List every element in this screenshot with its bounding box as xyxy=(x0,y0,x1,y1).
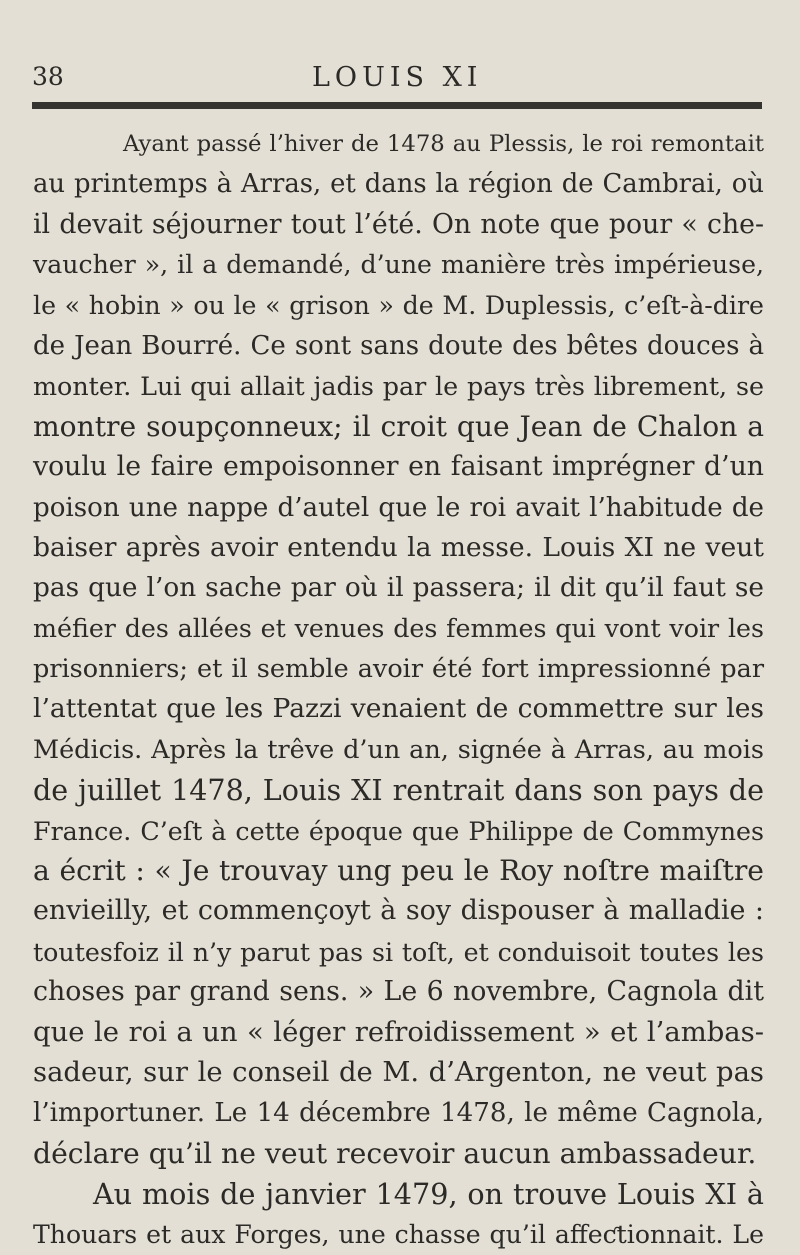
page-number: 38 xyxy=(32,62,64,91)
text-line: monter. Lui qui allait jadis par le pays très librement, se xyxy=(33,371,764,402)
text-line: l’importuner. Le 14 décembre 1478, le même Cagnola, xyxy=(33,1098,764,1129)
text-line: pas que l’on sache par où il passera; il dit qu’il faut se xyxy=(33,573,764,604)
text-line: France. C’eſt à cette époque que Philippe de Commynes xyxy=(33,815,764,846)
text-line: prisonniers; et il semble avoir été fort impressionné par xyxy=(33,654,764,685)
text-line: l’attentat que les Pazzi venaient de commettre sur les xyxy=(33,693,764,725)
text-line: méfier des allées et venues des femmes qui vont voir les xyxy=(33,613,764,643)
running-title: LOUIS XI xyxy=(312,62,483,93)
text-line: voulu le faire empoisonner en faisant imprégner d’un xyxy=(33,451,764,483)
text-line: Ayant passé l’hiver de 1478 au Plessis, le roi remontait xyxy=(123,131,764,157)
text-line: il devait séjourner tout l’été. On note que pour « che- xyxy=(33,208,764,240)
text-line: Médicis. Après la trêve d’un an, signée à Arras, au mois xyxy=(33,734,764,765)
body-text xyxy=(33,124,764,1255)
text-line: de juillet 1478, Louis XI rentrait dans son pays de xyxy=(33,773,764,808)
text-line: envieilly, et commençoyt à soy dispouser à malladie : xyxy=(33,895,764,927)
text-line: que le roi a un « léger refroidissement » et l’ambas- xyxy=(33,1016,764,1048)
text-line: choses par grand sens. » Le 6 novembre, Cagnola dit xyxy=(33,976,764,1008)
text-line: Thouars et aux Forges, une chasse qu’il affeƈtionnait. Le xyxy=(33,1219,764,1249)
text-line: poison une nappe d’autel que le roi avait l’habitude de xyxy=(33,492,764,523)
text-line: sadeur, sur le conseil de M. d’Argenton, ne veut pas xyxy=(33,1056,764,1088)
header-rule xyxy=(32,102,762,109)
page-header xyxy=(32,62,762,106)
text-line: déclare qu’il ne veut recevoir aucun ambassadeur. xyxy=(33,1136,757,1170)
text-line: Au mois de janvier 1479, on trouve Louis XI à xyxy=(93,1177,764,1212)
text-line: vaucher », il a demandé, d’une manière très impérieuse, xyxy=(33,250,764,280)
text-line: baiser après avoir entendu la messe. Louis XI ne veut xyxy=(33,531,764,563)
text-line: montre soupçonneux; il croit que Jean de Chalon a xyxy=(33,409,764,443)
text-line: a écrit : « Je trouvay ung peu le Roy noſtre maiſtre xyxy=(33,854,764,888)
text-line: toutesfoiz il n’y parut pas si toſt, et conduisoit toutes les xyxy=(33,936,764,967)
text-line: au printemps à Arras, et dans la région de Cambrai, où xyxy=(33,169,764,200)
text-line: de Jean Bourré. Ce sont sans doute des bêtes douces à xyxy=(33,330,764,361)
text-line: le « hobin » ou le « grison » de M. Duplessis, c’eſt-à-dire xyxy=(33,290,764,320)
